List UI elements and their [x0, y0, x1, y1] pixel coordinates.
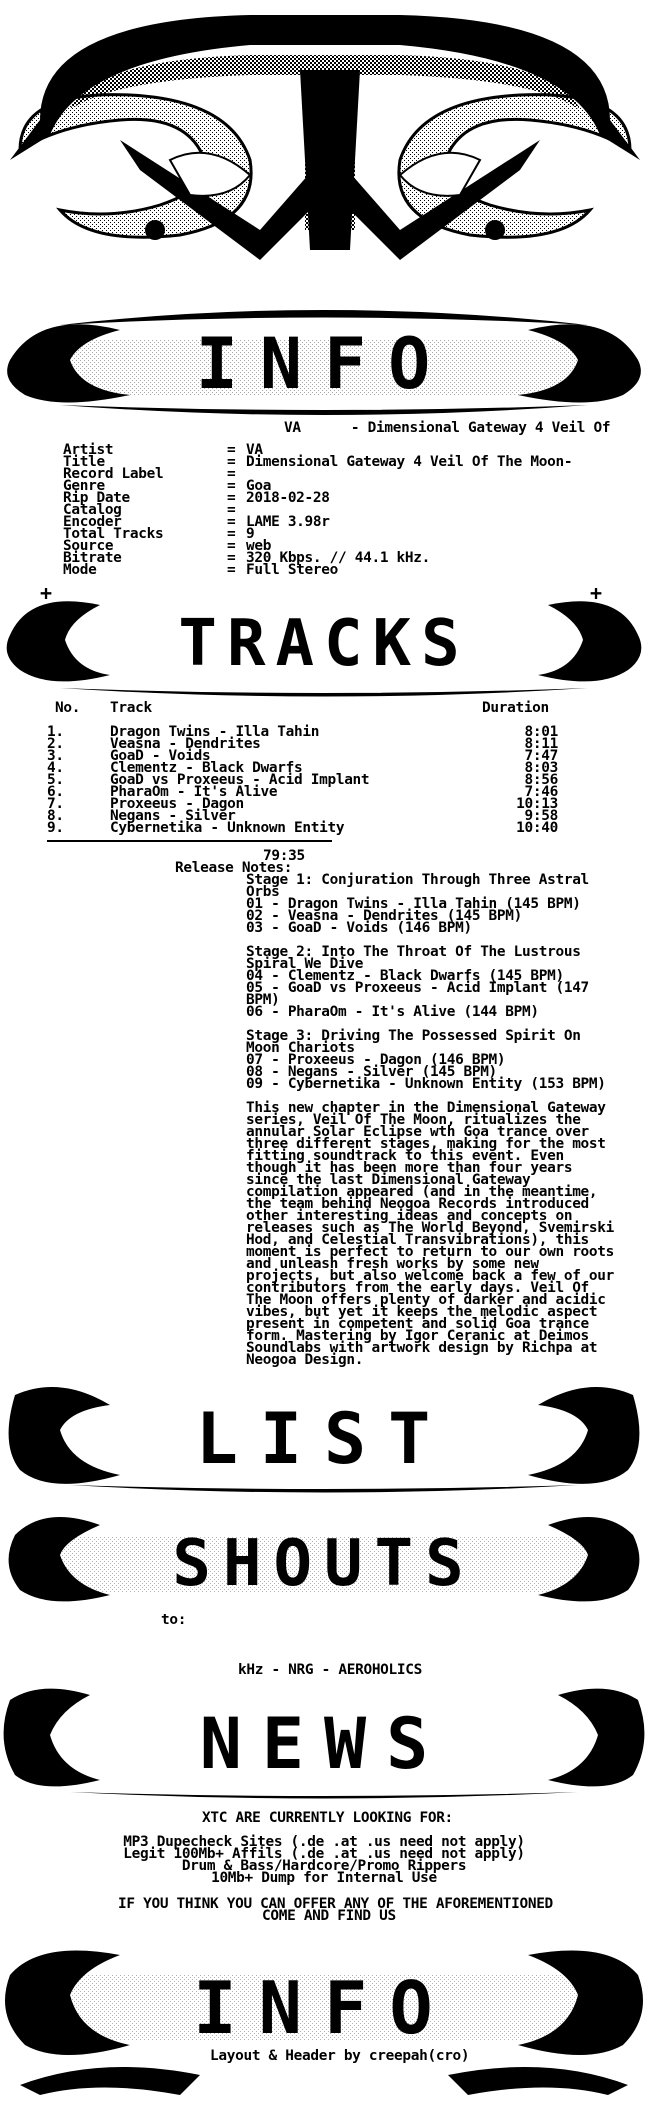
release-notes-line: Moon Chariots	[246, 1040, 355, 1056]
track-duration: 10:13	[516, 796, 558, 812]
release-notes-line: 06 - PharaOm - It's Alive (144 BPM)	[246, 1004, 539, 1020]
track-duration: 8:01	[524, 724, 558, 740]
track-number: 9.	[47, 820, 64, 836]
track-title: Proxeeus - Dagon	[110, 796, 244, 812]
list-banner-text: LIST	[195, 1398, 453, 1480]
info-separator: =	[227, 502, 236, 518]
release-notes-line: fitting soundtrack to this event. Even	[246, 1148, 564, 1164]
total-duration: 79:35	[263, 848, 305, 864]
info-key: Rip Date	[63, 490, 130, 506]
info-key: Mode	[63, 562, 97, 578]
info-value: 9	[246, 526, 255, 542]
track-duration: 8:56	[524, 772, 558, 788]
info-separator: =	[227, 550, 236, 566]
news-footer-1: IF YOU THINK YOU CAN OFFER ANY OF THE AFOREMENTIONED	[118, 1896, 553, 1912]
release-notes-line: This new chapter in the Dimensional Gateway	[246, 1100, 606, 1116]
release-notes-line: The Moon offers plenty of darker and acidic	[246, 1292, 606, 1308]
release-notes-line: BPM)	[246, 992, 280, 1008]
release-notes-line: series, Veil Of The Moon, ritualizes the	[246, 1112, 581, 1128]
release-notes-line: 07 - Proxeeus - Dagon (146 BPM)	[246, 1052, 506, 1068]
news-banner-text: NEWS	[199, 1703, 449, 1785]
info-banner-top-text: INFO	[195, 323, 453, 405]
info-key: Encoder	[63, 514, 122, 530]
info-key: Title	[63, 454, 105, 470]
header-track: Track	[110, 700, 152, 716]
shouts-banner	[0, 1505, 648, 1615]
news-banner	[0, 1680, 648, 1805]
track-title: GoaD vs Proxeeus - Acid Implant	[110, 772, 370, 788]
svg-text:+: +	[40, 581, 53, 605]
release-notes-line: releases such as The World Beyond, Svemirski	[246, 1220, 615, 1236]
info-banner-bottom-text: INFO	[193, 1966, 455, 2050]
header-duration: Duration	[482, 700, 549, 716]
release-notes-line: the team behind Neogoa Records introduced	[246, 1196, 589, 1212]
info-key: Bitrate	[63, 550, 122, 566]
track-number: 2.	[47, 736, 64, 752]
track-number: 3.	[47, 748, 64, 764]
track-title: Veasna - Dendrites	[110, 736, 261, 752]
info-separator: =	[227, 526, 236, 542]
news-line: Legit 100Mb+ Affils (.de .at .us need not apply)	[123, 1846, 525, 1862]
track-duration: 7:46	[524, 784, 558, 800]
release-notes-line: 01 - Dragon Twins - Illa Tahin (145 BPM)	[246, 896, 581, 912]
info-value: Dimensional Gateway 4 Veil Of The Moon-	[246, 454, 573, 470]
info-banner-top	[0, 300, 648, 420]
release-notes-line: contributors from the early days. Veil Of	[246, 1280, 589, 1296]
news-heading: XTC ARE CURRENTLY LOOKING FOR:	[202, 1810, 453, 1826]
track-title: Negans - Silver	[110, 808, 236, 824]
track-title: Clementz - Black Dwarfs	[110, 760, 303, 776]
track-title: PharaOm - It's Alive	[110, 784, 278, 800]
info-separator: =	[227, 454, 236, 470]
release-notes-line: though it has been more than four years	[246, 1160, 573, 1176]
release-header-line: VA - Dimensional Gateway 4 Veil Of	[284, 420, 611, 436]
track-duration: 7:47	[524, 748, 558, 764]
svg-text:+: +	[590, 581, 603, 605]
info-banner-bottom	[0, 1935, 648, 2100]
info-separator: =	[227, 478, 236, 494]
track-number: 1.	[47, 724, 64, 740]
release-notes-line: annular Solar Eclipse wth Goa trance over	[246, 1124, 589, 1140]
list-banner	[0, 1375, 648, 1500]
release-notes-line: moment is perfect to return to our own roots	[246, 1244, 615, 1260]
shouts-groups: kHz - NRG - AEROHOLICS	[238, 1662, 423, 1678]
info-separator: =	[227, 562, 236, 578]
release-notes-label: Release Notes:	[175, 860, 293, 876]
info-separator: =	[227, 442, 236, 458]
tracks-banner	[0, 580, 648, 700]
info-separator: =	[227, 466, 236, 482]
track-title: Dragon Twins - Illa Tahin	[110, 724, 320, 740]
info-key: Record Label	[63, 466, 164, 482]
release-notes-line: Orbs	[246, 884, 280, 900]
release-notes-line: three different stages, making for the most	[246, 1136, 606, 1152]
track-duration: 8:03	[524, 760, 558, 776]
info-value: 2018-02-28	[246, 490, 330, 506]
info-value: Full Stereo	[246, 562, 339, 578]
release-notes-line: Stage 2: Into The Throat Of The Lustrous	[246, 944, 581, 960]
release-notes-line: vibes, but yet it keeps the melodic aspect	[246, 1304, 598, 1320]
release-notes-line: and unleash fresh works by some new	[246, 1256, 539, 1272]
release-notes-line: projects, but also welcome back a few of our	[246, 1268, 615, 1284]
release-notes-line: Spiral We Dive	[246, 956, 364, 972]
info-value: Goa	[246, 478, 272, 494]
track-list	[0, 726, 648, 834]
info-value: VA	[246, 442, 263, 458]
info-separator: =	[227, 490, 236, 506]
track-number: 8.	[47, 808, 64, 824]
track-list-divider	[47, 840, 332, 842]
shouts-to-label: to:	[161, 1612, 187, 1628]
track-title: Cybernetika - Unknown Entity	[110, 820, 345, 836]
news-line: 10Mb+ Dump for Internal Use	[211, 1870, 437, 1886]
track-number: 6.	[47, 784, 64, 800]
release-notes-line: since the last Dimensional Gateway	[246, 1172, 531, 1188]
info-key: Genre	[63, 478, 105, 494]
release-notes	[246, 874, 614, 1366]
info-separator: =	[227, 514, 236, 530]
release-notes-line: Soundlabs with artwork design by Richpa at	[246, 1340, 598, 1356]
release-notes-line: Stage 3: Driving The Possessed Spirit On	[246, 1028, 581, 1044]
news-lines	[0, 1836, 648, 1884]
release-notes-line: 02 - Veasna - Dendrites (145 BPM)	[246, 908, 523, 924]
info-key: Catalog	[63, 502, 122, 518]
track-duration: 8:11	[524, 736, 558, 752]
header-logo-art	[0, 0, 648, 300]
track-number: 7.	[47, 796, 64, 812]
release-notes-line: 08 - Negans - Silver (145 BPM)	[246, 1064, 497, 1080]
tracks-banner-text: TRACKS	[178, 607, 470, 681]
release-notes-line: form. Mastering by Igor Ceranic at Deimos	[246, 1328, 589, 1344]
release-notes-line: Neogoa Design.	[246, 1352, 364, 1368]
info-value: web	[246, 538, 272, 554]
track-duration: 10:40	[516, 820, 558, 836]
info-key: Total Tracks	[63, 526, 164, 542]
track-number: 5.	[47, 772, 64, 788]
track-row	[0, 822, 648, 834]
release-notes-line: 03 - GoaD - Voids (146 BPM)	[246, 920, 472, 936]
info-separator: =	[227, 538, 236, 554]
release-notes-line: compilation appeared (and in the meantime,	[246, 1184, 598, 1200]
release-notes-line: other interesting ideas and concepts on	[246, 1208, 573, 1224]
release-notes-line: Stage 1: Conjuration Through Three Astral	[246, 872, 589, 888]
track-duration: 9:58	[524, 808, 558, 824]
release-notes-line: 05 - GoaD vs Proxeeus - Acid Implant (147	[246, 980, 589, 996]
news-line: MP3 Dupecheck Sites (.de .at .us need not apply)	[123, 1834, 525, 1850]
info-value: 320 Kbps. // 44.1 kHz.	[246, 550, 431, 566]
release-notes-line: 04 - Clementz - Black Dwarfs (145 BPM)	[246, 968, 564, 984]
shouts-banner-text: SHOUTS	[172, 1527, 476, 1601]
header-no: No.	[55, 700, 81, 716]
release-notes-line: Hod, and Celestial Transvibrations), this	[246, 1232, 589, 1248]
track-number: 4.	[47, 760, 64, 776]
credits: Layout & Header by creepah(cro)	[206, 2050, 473, 2062]
release-notes-line: present in competent and solid Goa trance	[246, 1316, 589, 1332]
info-key: Source	[63, 538, 114, 554]
track-list-header	[0, 702, 648, 716]
track-title: GoaD - Voids	[110, 748, 211, 764]
news-footer-2: COME AND FIND US	[262, 1908, 396, 1924]
release-notes-line: 09 - Cybernetika - Unknown Entity (153 BPM)	[246, 1076, 606, 1092]
info-value: LAME 3.98r	[246, 514, 330, 530]
news-line: Drum & Bass/Hardcore/Promo Rippers	[181, 1858, 467, 1874]
info-key: Artist	[63, 442, 114, 458]
